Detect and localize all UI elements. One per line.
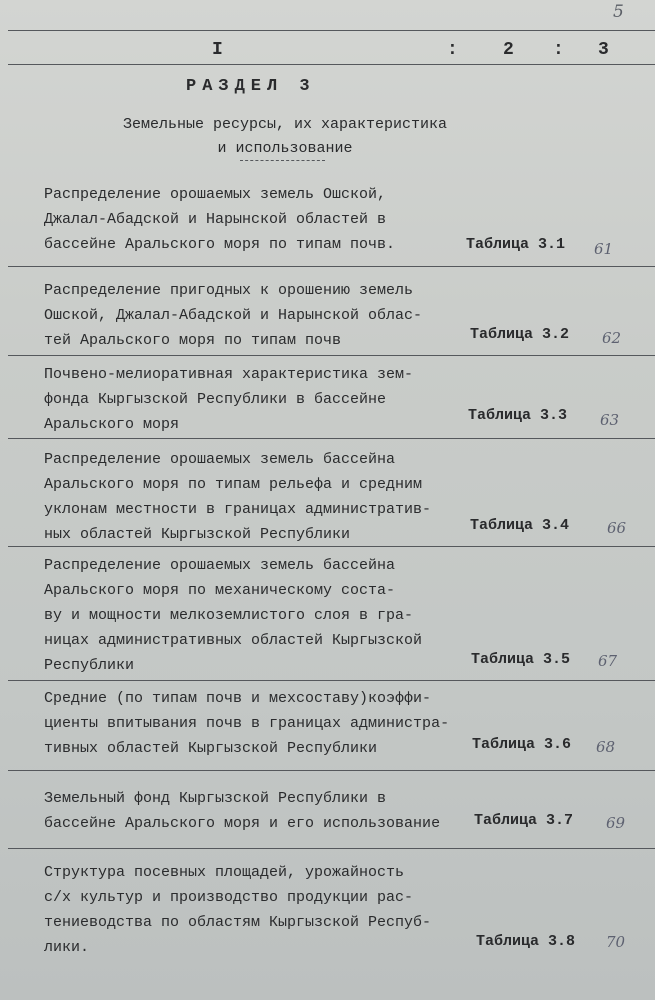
toc-entry (44, 860, 474, 960)
entry-line: Почвено-мелиоративная характеристика зем- (44, 366, 414, 383)
toc-entry (44, 362, 464, 437)
entry-line: Ошской, Джалал-Абадской и Нарынской облас- (44, 307, 423, 324)
toc-entry (44, 278, 464, 353)
entry-divider (8, 546, 655, 547)
entry-divider (8, 266, 655, 267)
column-separator: : (553, 40, 564, 60)
entry-line: Земельный фонд Кыргызской Республики в (44, 790, 387, 807)
column-header-1: I (212, 40, 223, 60)
table-ref: Таблица 3.4 (470, 517, 570, 534)
entry-line: ных областей Кыргызской Республики (44, 526, 351, 543)
handwritten-page-number: 61 (594, 240, 614, 258)
entry-line: ву и мощности мелкоземлистого слоя в гра- (44, 607, 414, 624)
entry-line: лики. (44, 939, 90, 956)
entry-line: тивных областей Кыргызской Республики (44, 740, 378, 757)
column-header-2: 2 (503, 40, 514, 60)
subtitle-underline (240, 160, 325, 161)
entry-line: тениеводства по областям Кыргызской Респуб- (44, 914, 432, 931)
entry-line: ницах административных областей Кыргызской (44, 632, 423, 649)
entry-line: Распределение орошаемых земель бассейна (44, 557, 396, 574)
entry-line: Аральского моря (44, 416, 180, 433)
entry-line: бассейне Аральского моря и его использование (44, 815, 441, 832)
table-ref: Таблица 3.7 (474, 812, 574, 829)
header-rule (8, 64, 655, 65)
table-ref: Таблица 3.1 (466, 236, 566, 253)
top-rule (8, 30, 655, 31)
handwritten-page-number: 67 (598, 652, 618, 670)
table-ref: Таблица 3.6 (472, 736, 572, 753)
entry-line: Распределение пригодных к орошению земель (44, 282, 414, 299)
table-ref: Таблица 3.5 (471, 651, 571, 668)
handwritten-page-number: 68 (596, 738, 616, 756)
entry-line: Республики (44, 657, 135, 674)
subtitle-line: Земельные ресурсы, их характеристика (122, 116, 448, 133)
entry-line: Аральского моря по типам рельефа и средним (44, 476, 423, 493)
handwritten-page-number: 69 (606, 814, 626, 832)
page-number: 5 (613, 2, 624, 22)
table-ref: Таблица 3.3 (468, 407, 568, 424)
entry-line: фонда Кыргызской Республики в бассейне (44, 391, 387, 408)
subtitle-line: и использование (217, 140, 353, 157)
entry-line: циенты впитывания почв в границах администра- (44, 715, 450, 732)
handwritten-page-number: 70 (606, 933, 626, 951)
entry-line: бассейне Аральского моря по типам почв. (44, 236, 396, 253)
column-header-3: 3 (598, 40, 609, 60)
entry-divider (8, 680, 655, 681)
section-subtitle (90, 113, 480, 161)
toc-entry (44, 447, 464, 547)
entry-line: Джалал-Абадской и Нарынской областей в (44, 211, 387, 228)
table-ref: Таблица 3.2 (470, 326, 570, 343)
entry-line: тей Аральского моря по типам почв (44, 332, 342, 349)
entry-divider (8, 438, 655, 439)
entry-line: Аральского моря по механическому соста- (44, 582, 396, 599)
toc-entry (44, 786, 474, 836)
entry-line: Распределение орошаемых земель бассейна (44, 451, 396, 468)
handwritten-page-number: 63 (600, 411, 620, 429)
entry-divider (8, 770, 655, 771)
entry-line: Распределение орошаемых земель Ошской, (44, 186, 387, 203)
handwritten-page-number: 62 (602, 329, 622, 347)
entry-line: уклонам местности в границах административ- (44, 501, 432, 518)
column-separator: : (447, 40, 458, 60)
toc-entry (44, 553, 464, 678)
entry-line: Структура посевных площадей, урожайность (44, 864, 405, 881)
handwritten-page-number: 66 (607, 519, 627, 537)
entry-line: Средние (по типам почв и мехсоставу)коэффи- (44, 690, 432, 707)
toc-entry (44, 182, 464, 257)
toc-entry (44, 686, 474, 761)
table-ref: Таблица 3.8 (476, 933, 576, 950)
entry-line: с/х культур и производство продукции рас- (44, 889, 414, 906)
entry-divider (8, 848, 655, 849)
entry-divider (8, 355, 655, 356)
section-title: РАЗДЕЛ 3 (186, 77, 316, 96)
